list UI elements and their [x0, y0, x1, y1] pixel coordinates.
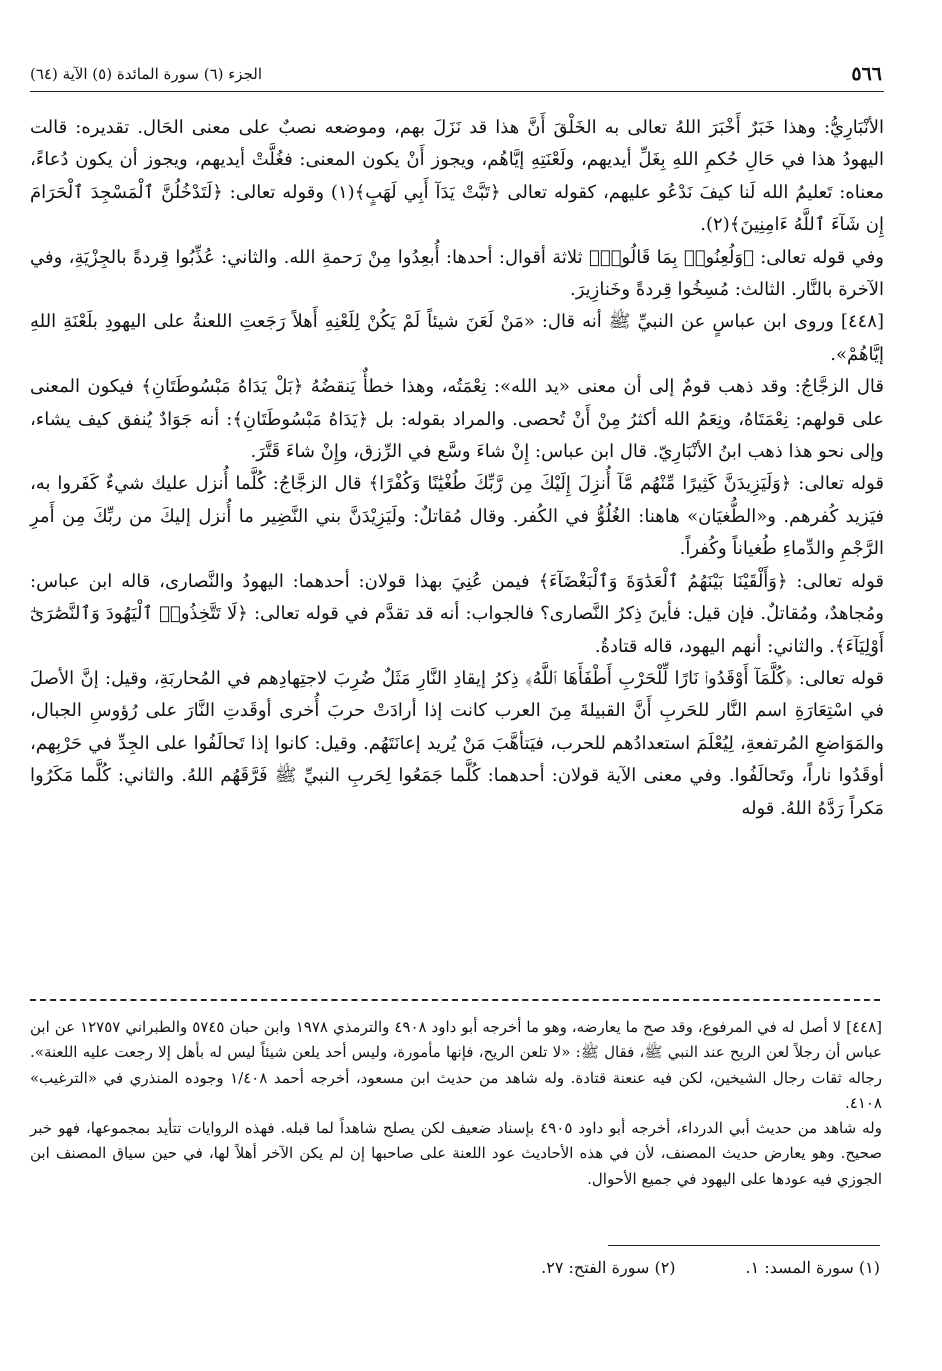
paragraph-4: قال الزجَّاجُ: وقد ذهب قومٌ إلى أن معنى «يد الله»: نِعْمَتُه، وهذا خطأٌ يَنقضُهُ ﴿بَلْ يَدَاهُ مَبْسُوطَتَانِ﴾ فيكون المعنى على قولهم: نِعْمَتَاهُ، ونِعَمُ الله أكثرُ مِنْ أَنْ تُحصى. والمراد بقوله: بل ﴿يَدَاهُ مَبْسُوطَتَانِ﴾: أنه جَوَادٌ يُنفق كيف يشاء، وإلى نحو هذا ذهب ابنُ الأنْبَارِيّ. قال ابن عباس: إِنْ شاءَ وسَّع في الرِّزق، وإِنْ شاءَ قَتَّرَ.	[30, 376, 884, 463]
paragraph-1: الأنْبَارِيُّ: وهذا خَبَرٌ أَخْبَرَ اللهُ تعالى به الخَلْقَ أَنَّ هذا قد نَزَلَ بهم، وموضعه نصبٌ على معنى الحَال. تقديره: قالت اليهودُ هذا في حَالِ حُكمِ اللهِ بِغَلِّ أيديهم، ولَعْنَتِهِ إيَّاهُم، ويجوز أَنْ يكون المعنى: فغُلَّتْ أيديهم، ويجوز أن يكون دُعاءً، معناه: تَعليمُ الله لَنا كيفَ نَدْعُو عليهم، كقوله تعالى ﴿تَبَّتْ يَدَآ أَبِي لَهَبٍ﴾(١) وقوله تعالى: ﴿لَتَدْخُلُنَّ ٱلْمَسْجِدَ ٱلْحَرَامَ إِن شَآءَ ٱللَّهُ ءَامِنِينَ﴾(٢).	[30, 117, 884, 236]
footnote-paragraph-2: وله شاهد من حديث أبي الدرداء، أخرجه أبو داود ٤٩٠٥ بإسناد ضعيف لكن يصلح شاهداً لما قبله. فهذه الروايات تتأيد بمجموعها، فهو خبر صحيح. وهو يعارض حديث المصنف، لأن في هذه الأحاديث عود اللعنة على صاحبها إن لم يكن الآخر أهلاً لها، في حين سياق المصنف ابن الجوزي فيه عودها على اليهود في جميع الأحوال.	[30, 1119, 882, 1188]
header-rule	[30, 91, 884, 92]
hadith-footnote	[30, 1015, 882, 1192]
footnote-1: (١) سورة المسد: ١.	[745, 1258, 880, 1277]
reference-footnotes	[30, 1258, 880, 1277]
main-text	[30, 112, 884, 825]
footnote-rule	[608, 1245, 880, 1246]
footnote-paragraph-1: [٤٤٨] لا أصل له في المرفوع، وقد صح ما يعارضه، وهو ما أخرجه أبو داود ٤٩٠٨ والترمذي ١٩٧٨ وابن حبان ٥٧٤٥ والطبراني ١٢٧٥٧ عن ابن عباس أن رجلاً لعن الريح عند النبي ﷺ، فقال ﷺ: «لا تلعن الريح، فإنها مأمورة، وليس أحد يلعن شيئاً ليس له بأهل إلا رجعت عليه اللعنة». رجاله ثقات رجال الشيخين، لكن فيه عنعنة قتادة. وله شاهد من حديث ابن مسعود، أخرجه أحمد ١/٤٠٨ وجوده المنذري في «الترغيب» ٤١٠٨.	[30, 1018, 882, 1112]
footnote-2: (٢) سورة الفتح: ٢٧.	[541, 1258, 676, 1277]
paragraph-6: قوله تعالى: ﴿وَأَلْقَيْنَا بَيْنَهُمُ ٱلْعَدَٰوَةَ وَٱلْبَغْضَآءَ﴾ فيمن عُنِيَ بهذا قولان: أحدهما: اليهودُ والنَّصارى، قاله ابن عباس: ومُجاهدٌ، ومُقاتلٌ. فإن قيل: فأينَ ذِكرُ النَّصارى؟ فالجواب: أنه قد تقدَّم في قوله تعالى: ﴿لَا تَتَّخِذُوا۟ ٱلْيَهُودَ وَٱلنَّصَٰرَىٰٓ أَوْلِيَآءَ﴾. والثاني: أنهم اليهود، قاله قتادةُ.	[30, 570, 884, 657]
paragraph-2: وفي قوله تعالى: ﴿وَلُعِنُوا۟ بِمَا قَالُوا۟﴾ ثلاثة أقوال: أحدها: أُبعِدُوا مِنْ رَحمةِ الله. والثاني: عُذِّبُوا قِردةً بالجِزْيَةِ، وفي الآخرة بالنَّار. الثالث: مُسِخُوا قِردةً وخَنازِيرَ.	[30, 246, 884, 301]
paragraph-3: [٤٤٨] وروى ابن عباسٍ عن النبيِّ ﷺ أنه قال: «مَنْ لَعَنَ شيئاً لَمْ يَكُنْ لِلَعْنِهِ أَهلاً رَجَعتِ اللعنةُ على اليهودِ بلَعْنَةِ اللهِ إيَّاهُمْ».	[30, 311, 884, 365]
paragraph-7: قوله تعالى: ﴿كُلَّمَآ أَوْقَدُوا۟ نَارًا لِّلْحَرْبِ أَطْفَأَهَا ٱللَّهُ﴾ ذِكرُ إيقادِ النَّارِ مَثَلٌ ضُرِبَ لاجتِهادِهم في المُحاربَةِ، وقيل: إنَّ الأصلَ في اسْتِعَارَةِ اسم النَّار للحَربِ أَنَّ القبيلةَ مِنَ العرب كانت إذا أرادَتْ حربَ أُخرى أوقَدتِ النَّارَ على رُؤوسِ الجبال، والمَوَاضعِ المُرتفعةِ، لِيُعْلَمَ استعدادُهم للحرب، فيَتأهَّبَ مَنْ يُريد إعانَتَهُم. وقيل: كانوا إذا تَحالَفُوا على الجِدِّ في حَرْبِهم، أوقَدُوا ناراً، وتَحالَفُوا. وفي معنى الآية قولان: أحدهما: كُلَّما جَمَعُوا لِحَربِ النبيِّ ﷺ فَرَّقَهُم اللهُ. والثاني: كُلَّما مَكَرُوا مَكراً رَدَّهُ اللهُ. قوله	[30, 667, 884, 819]
page-number: ٥٦٦	[851, 63, 882, 85]
footnote-separator	[30, 999, 880, 1001]
paragraph-5: قوله تعالى: ﴿وَلَيَزِيدَنَّ كَثِيرًا مِّنْهُم مَّآ أُنزِلَ إِلَيْكَ مِن رَّبِّكَ طُغْيَٰنًا وَكُفْرًا﴾ قال الزجَّاجُ: كُلَّما أُنزل عليك شيءٌ كَفَروا به، فيَزيد كُفرهم. و«الطُّغيَان» هاهنا: الغُلُوُّ في الكُفر. وقال مُقاتلٌ: ولَيَزِيْدَنَّ بني النَّضِير ما أُنزل إليكَ من ربِّكَ مِن أَمرِ الرَّجْمِ والدِّماءِ طُغياناً وكُفراً.	[30, 473, 884, 560]
page-header	[30, 60, 882, 88]
running-head: الجزء (٦) سورة المائدة (٥) الآية (٦٤)	[30, 65, 262, 83]
